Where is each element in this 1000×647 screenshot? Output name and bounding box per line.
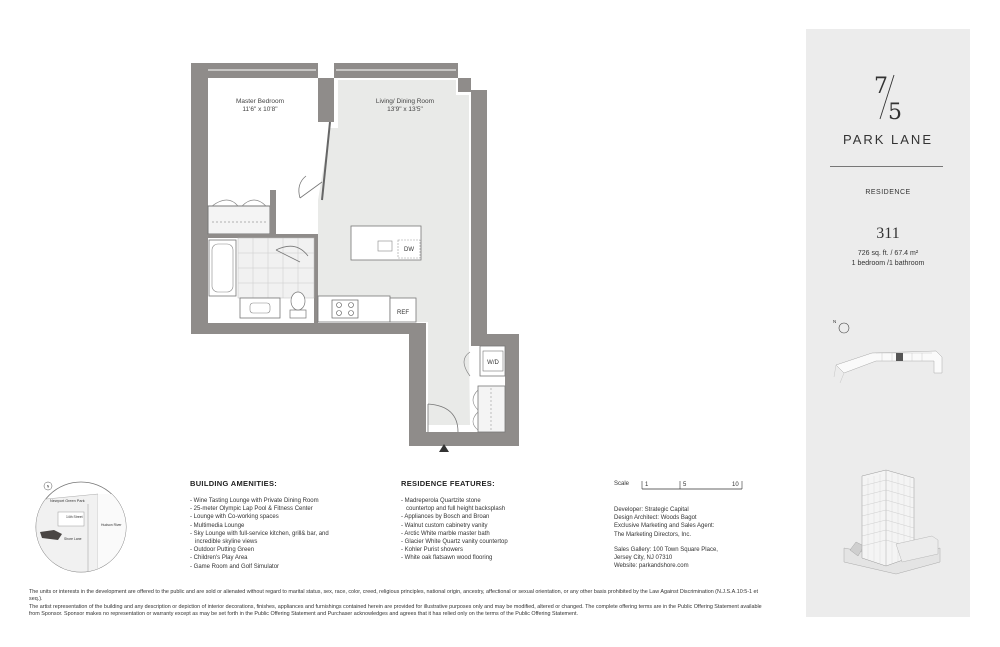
logo-digit-7: 7 xyxy=(874,74,888,99)
list-item: - Kohler Purist showers xyxy=(401,547,464,554)
list-item: countertop and full height backsplash xyxy=(401,506,506,513)
residence-number: 311 xyxy=(876,225,900,242)
list-item: - Walnut custom cabinetry vanity xyxy=(401,522,488,529)
sales-info xyxy=(614,546,794,571)
scale-tick-1: 1 xyxy=(645,482,649,488)
list-item: - White oak flatsawn wood flooring xyxy=(401,555,493,562)
disclaimer-paragraph: The artist representation of the building and any description or depiction of interior decorations, finishes, appliances and furnishings contained herein are provided for illustrative purposes only and may be modified, altered or changed. The complete offering terms are in the Public Offering Statement available from Sponsor. Sponsor makes no representation or warranty except as may be set forth in the Public Offering Statement and Purchaser acknowledges and agrees that it has relied only on the terms of the Public Offering Statement. xyxy=(29,603,762,618)
features-title: RESIDENCE FEATURES: xyxy=(401,479,495,488)
side-panel xyxy=(806,29,970,617)
logo-digit-5: 5 xyxy=(888,100,902,123)
compass-icon xyxy=(830,316,852,338)
scale-tick-10: 10 xyxy=(732,482,739,488)
developer-line: Developer: Strategic Capital xyxy=(614,507,689,513)
keyplan-unit-highlight xyxy=(896,353,903,361)
developer-line: Exclusive Marketing and Sales Agent: xyxy=(614,523,715,530)
list-item: - Madreperola Quartzite stone xyxy=(401,498,481,504)
sales-line: Jersey City, NJ 07310 xyxy=(614,555,673,562)
list-item: - Sky Lounge with full-service kitchen, grill& bar, and xyxy=(190,530,329,537)
amenities-title: BUILDING AMENITIES: xyxy=(190,479,278,488)
living-room-name: Living/ Dining Room xyxy=(375,98,435,105)
map-label-street: 14th Street xyxy=(66,515,83,519)
sales-line: Website: parkandshore.com xyxy=(614,563,689,570)
scale-label: Scale xyxy=(614,481,630,487)
map-label-lane: Shore Lane xyxy=(64,537,82,541)
key-plan xyxy=(832,343,952,385)
sales-line: Sales Gallery: 100 Town Square Place, xyxy=(614,547,718,553)
legal-disclaimer xyxy=(29,589,769,619)
list-item: - 25-meter Olympic Lap Pool & Fitness Center xyxy=(190,506,313,513)
keyplan-north: N xyxy=(833,319,837,324)
building-amenities xyxy=(190,479,370,571)
divider xyxy=(830,166,943,167)
list-item: - Children's Play Area xyxy=(190,555,248,562)
map-label-park: Newport Green Park xyxy=(50,499,85,503)
bedroom-closet xyxy=(208,206,270,234)
bathroom-tile-floor xyxy=(238,238,314,298)
wd-label: W/D xyxy=(487,360,499,366)
map-north-label: N xyxy=(46,484,50,489)
list-item: - Multimedia Lounge xyxy=(190,522,245,529)
entry-closet xyxy=(478,386,505,432)
scale-tick-5: 5 xyxy=(683,482,687,488)
residence-label: RESIDENCE xyxy=(865,189,911,196)
list-item: - Appliances by Bosch and Broan xyxy=(401,514,490,521)
location-map xyxy=(28,474,134,580)
list-item: - Glacier White Quartz vanity countertop xyxy=(401,539,508,546)
scale-bar xyxy=(640,478,744,492)
toilet xyxy=(290,292,306,318)
residence-area: 726 sq. ft. / 67.4 m² xyxy=(857,250,919,257)
list-item: - Lounge with Co-working spaces xyxy=(190,514,279,521)
master-bedroom-size: 11'6" x 10'8" xyxy=(242,106,278,113)
disclaimer-paragraph: The units or interests in the development are offered to the public and are sold or alienated without regard to marital status, sex, race, color, creed, religious principles, national origin, ancestry, affectional or sexual orientation, or any other basis prohibited by the Law Against Discrimination (N.J.S.A.10:5-1 et seq.). xyxy=(29,589,759,603)
living-room-size: 13'9" x 13'5" xyxy=(387,106,423,113)
list-item: - Wine Tasting Lounge with Private Dining Room xyxy=(190,498,319,504)
master-bedroom-name: Master Bedroom xyxy=(235,98,285,105)
map-label-river: Hudson River xyxy=(101,523,122,527)
list-item: incredible skyline views xyxy=(190,539,258,546)
list-item: - Game Room and Golf Simulator xyxy=(190,563,280,570)
developer-line: Design Architect: Woods Bagot xyxy=(614,515,697,522)
list-item: - Arctic White marble master bath xyxy=(401,530,490,537)
features-list xyxy=(401,497,581,563)
brand-name: PARK LANE xyxy=(842,132,933,147)
developer-line: The Marketing Directors, Inc. xyxy=(614,531,692,538)
structural-column xyxy=(318,78,334,122)
cooktop xyxy=(332,300,358,318)
bathroom-wall xyxy=(208,234,318,238)
dw-label: DW xyxy=(404,247,414,253)
brand-logo xyxy=(864,71,912,123)
residence-rooms: 1 bedroom /1 bathroom xyxy=(851,260,925,267)
amenities-list xyxy=(190,497,370,571)
list-item: - Outdoor Putting Green xyxy=(190,547,255,554)
building-rendering xyxy=(842,466,942,586)
developer-info xyxy=(614,506,794,539)
north-arrow-icon xyxy=(44,482,52,490)
residence-features xyxy=(401,479,581,563)
ref-label: REF xyxy=(397,310,409,316)
